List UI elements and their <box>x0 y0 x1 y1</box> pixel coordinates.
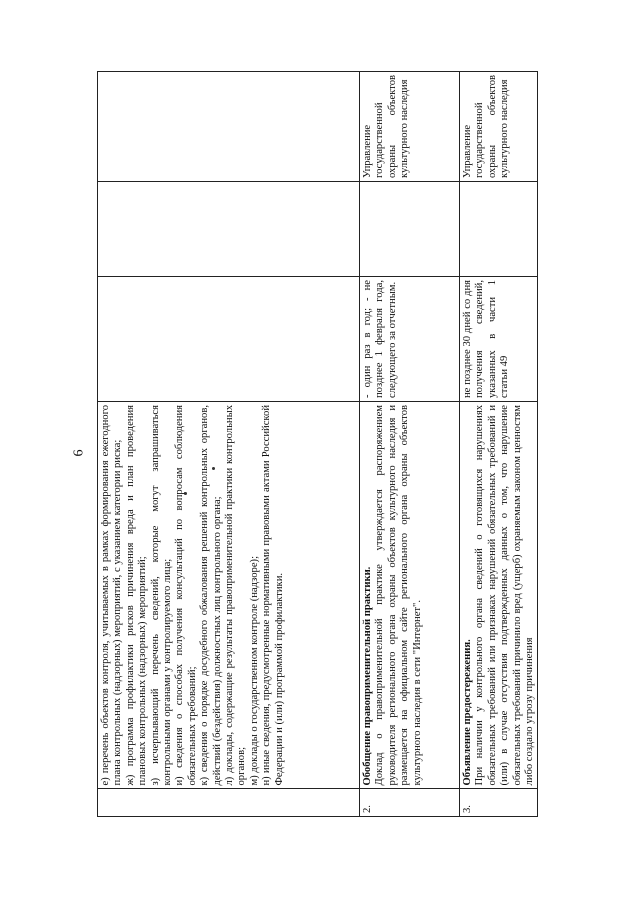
list-item: з) исчерпывающий перечень сведений, которые могут запрашиваться контрольными органами у контролируемого лица; <box>149 405 174 786</box>
list-item: н) иные сведения, предусмотренные нормативными правовыми актами Российской Федерации и (или) программой профилактики. <box>261 405 285 786</box>
row-empty-cell <box>360 182 460 277</box>
row-description <box>460 402 538 790</box>
table-row <box>460 72 538 817</box>
row-description <box>360 402 460 790</box>
row-title: Обобщение правоприменительной практики. <box>362 566 373 786</box>
row-responsible: Управление государственной охраны объектов культурного наследия <box>360 72 460 182</box>
table-row <box>98 72 360 817</box>
row-number: 2. <box>360 789 460 817</box>
list-item: и) сведения о способах получения консультаций по вопросам соблюдения обязательных требований; <box>174 405 198 786</box>
row-responsible: Управление государственной охраны объектов культурного наследия <box>460 72 538 182</box>
row-title: Объявление предостережения. <box>462 639 473 786</box>
row-text: При наличии у контрольного органа сведений о готовящихся нарушениях обязательных требований или признаках нарушений обязательных требований и (или) в случае отсутствия подтвержденных данных о том, что нарушение обязательных требований причинило вред (ущерб) охраняемым законом ценностям либо создало угрозу причинения <box>474 405 536 786</box>
row-empty-cell <box>98 182 360 277</box>
list-item: ж) программа профилактики рисков причинения вреда и план проведения плановых контрольных (надзорных) мероприятий; <box>124 405 149 786</box>
list-item: к) сведения о порядке досудебного обжалования решений контрольных органов, действий (бездействия) должностных лиц контрольного органа; <box>199 405 223 786</box>
list-item: л) доклады, содержащие результаты правоприменительной практики контрольных органов; <box>224 405 248 786</box>
row-description <box>98 402 360 790</box>
row-term <box>98 277 360 402</box>
row-text: Доклад о правоприменительной практике утверждается распоряжением руководителя регионального органа охраны объектов культурного наследия и размещается на официальном сайте регионального органа охраны объектов культурного наследия в сети "Интернет". <box>374 405 423 786</box>
row-number <box>98 789 360 817</box>
row-term: - один раз в год; - не позднее 1 февраля года, следующего за отчетным. <box>360 277 460 402</box>
row-number: 3. <box>460 789 538 817</box>
table-row <box>360 72 460 817</box>
row-responsible <box>98 72 360 182</box>
measures-table <box>97 71 538 817</box>
list-item: м) доклады о государственном контроле (надзоре); <box>248 555 260 786</box>
row-term: не позднее 30 дней со дня получения сведений, указанных в части 1 статьи 49 <box>460 277 538 402</box>
list-item: е) перечень объектов контроля, учитываемых в рамках формирования ежегодного плана контрольных (надзорных) мероприятий, с указанием категории риска; <box>100 405 124 786</box>
row-empty-cell <box>460 182 538 277</box>
page-number: 6 <box>71 449 87 457</box>
